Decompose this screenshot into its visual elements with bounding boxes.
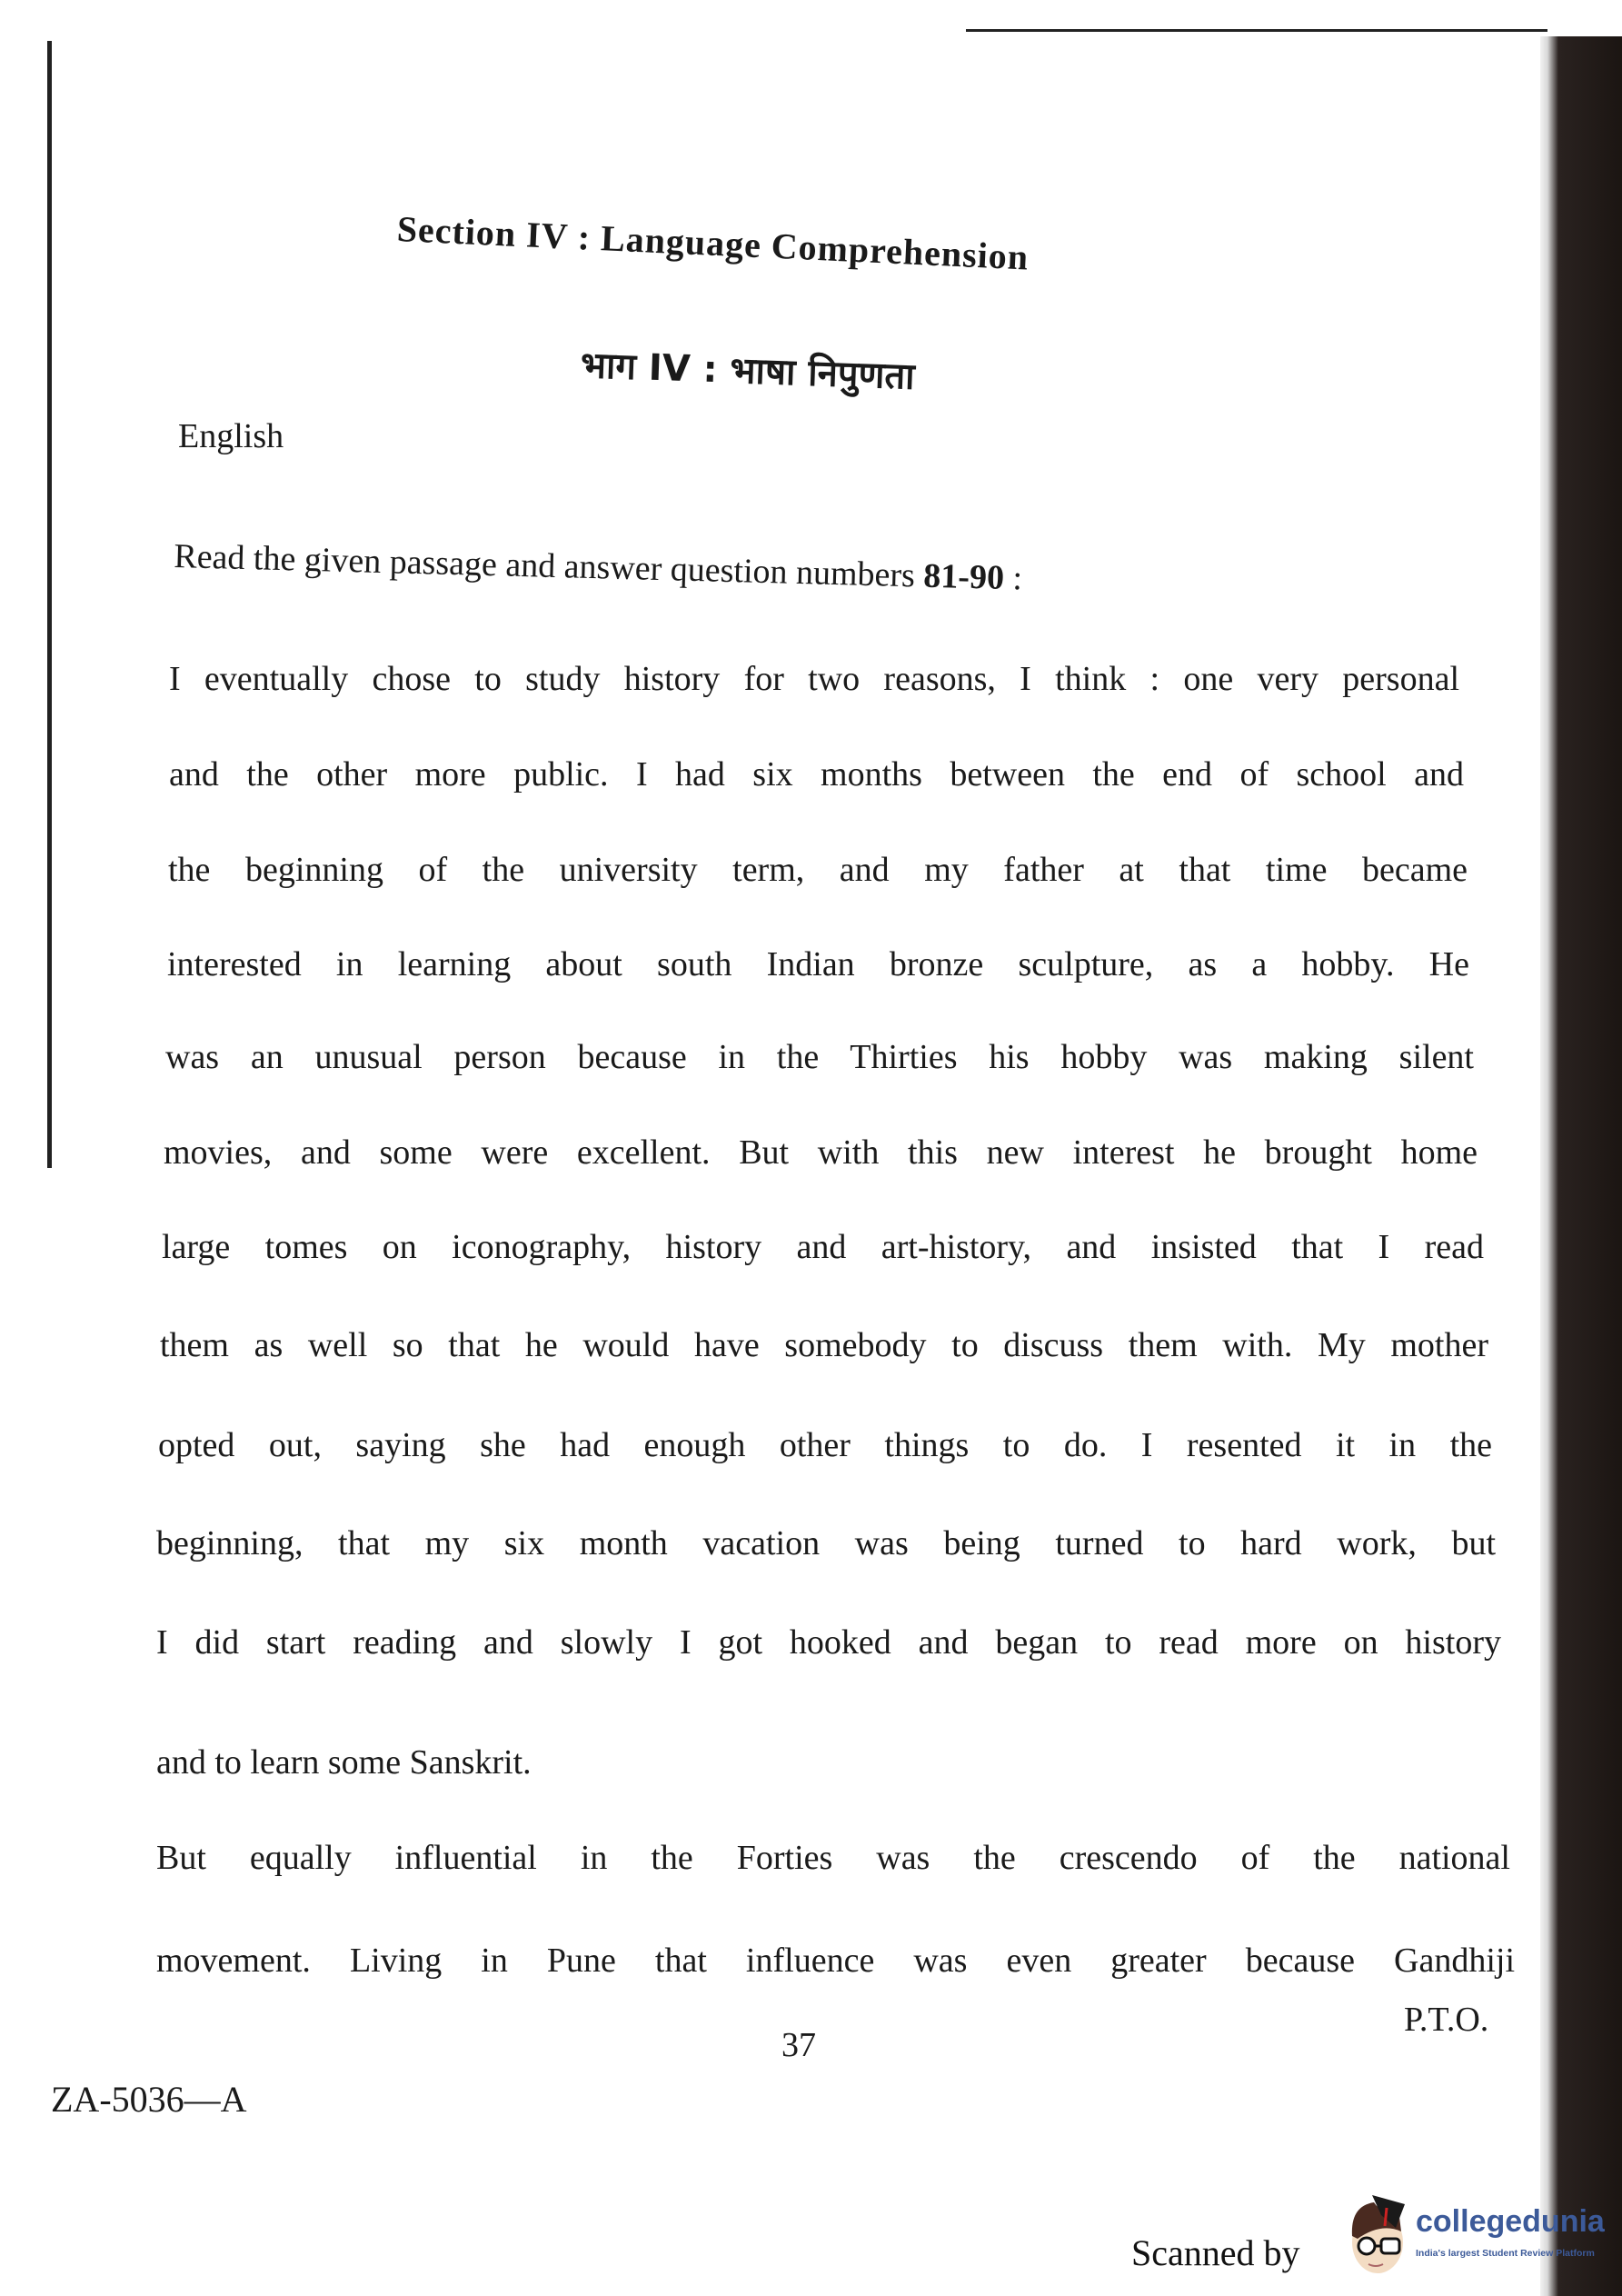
section-title: Section IV : Language Comprehension (395, 207, 1030, 278)
passage-instruction (174, 536, 1256, 604)
passage-line: the beginning of the university term, and my father at that time became (168, 851, 1468, 889)
language-label: English (178, 417, 284, 455)
student-mascot-icon (1345, 2186, 1414, 2286)
passage-line: large tomes on iconography, history and art-history, and insisted that I read (162, 1228, 1484, 1266)
passage-line: interested in learning about south Indian bronze sculpture, as a hobby. He (167, 945, 1469, 983)
passage-line: beginning, that my six month vacation was being turned to hard work, but (156, 1524, 1496, 1562)
paper-code: ZA-5036—A (51, 2079, 247, 2120)
page-top-edge (966, 29, 1547, 32)
pto-label: P.T.O. (1404, 2001, 1489, 2039)
instruction-text: Read the given passage and answer question numbers (173, 536, 916, 595)
collegedunia-logo (1345, 2186, 1617, 2286)
scanned-by-label: Scanned by (1131, 2232, 1300, 2273)
page-left-edge (47, 41, 52, 1168)
passage-line: movies, and some were excellent. But with this new interest he brought home (164, 1133, 1478, 1172)
passage-line: opted out, saying she had enough other things to do. I resented it in the (158, 1426, 1492, 1464)
passage-line: I did start reading and slowly I got hooked and began to read more on history (156, 1623, 1501, 1662)
passage-line: was an unusual person because in the Thirties his hobby was making silent (165, 1038, 1474, 1076)
page-number: 37 (781, 2026, 816, 2064)
passage-line: movement. Living in Pune that influence was even greater because Gandhiji (156, 1942, 1515, 1980)
passage-line: But equally influential in the Forties was the crescendo of the national (156, 1839, 1510, 1877)
passage-line: I eventually chose to study history for two reasons, I think : one very personal (169, 660, 1459, 698)
scan-dark-edge (1540, 36, 1622, 2296)
passage-line: them as well so that he would have somebody to discuss them with. My mother (160, 1326, 1488, 1364)
hindi-section-title: भाग IV : भाषा निपुणता (580, 344, 916, 398)
logo-wordmark: collegedunia (1416, 2204, 1605, 2239)
passage-line: and to learn some Sanskrit. (156, 1743, 532, 1782)
question-range: 81-90 (922, 556, 1005, 597)
instruction-suffix: : (1011, 559, 1023, 598)
passage-line: and the other more public. I had six months between the end of school and (169, 755, 1464, 794)
logo-tagline: India's largest Student Review Platform (1416, 2248, 1595, 2259)
